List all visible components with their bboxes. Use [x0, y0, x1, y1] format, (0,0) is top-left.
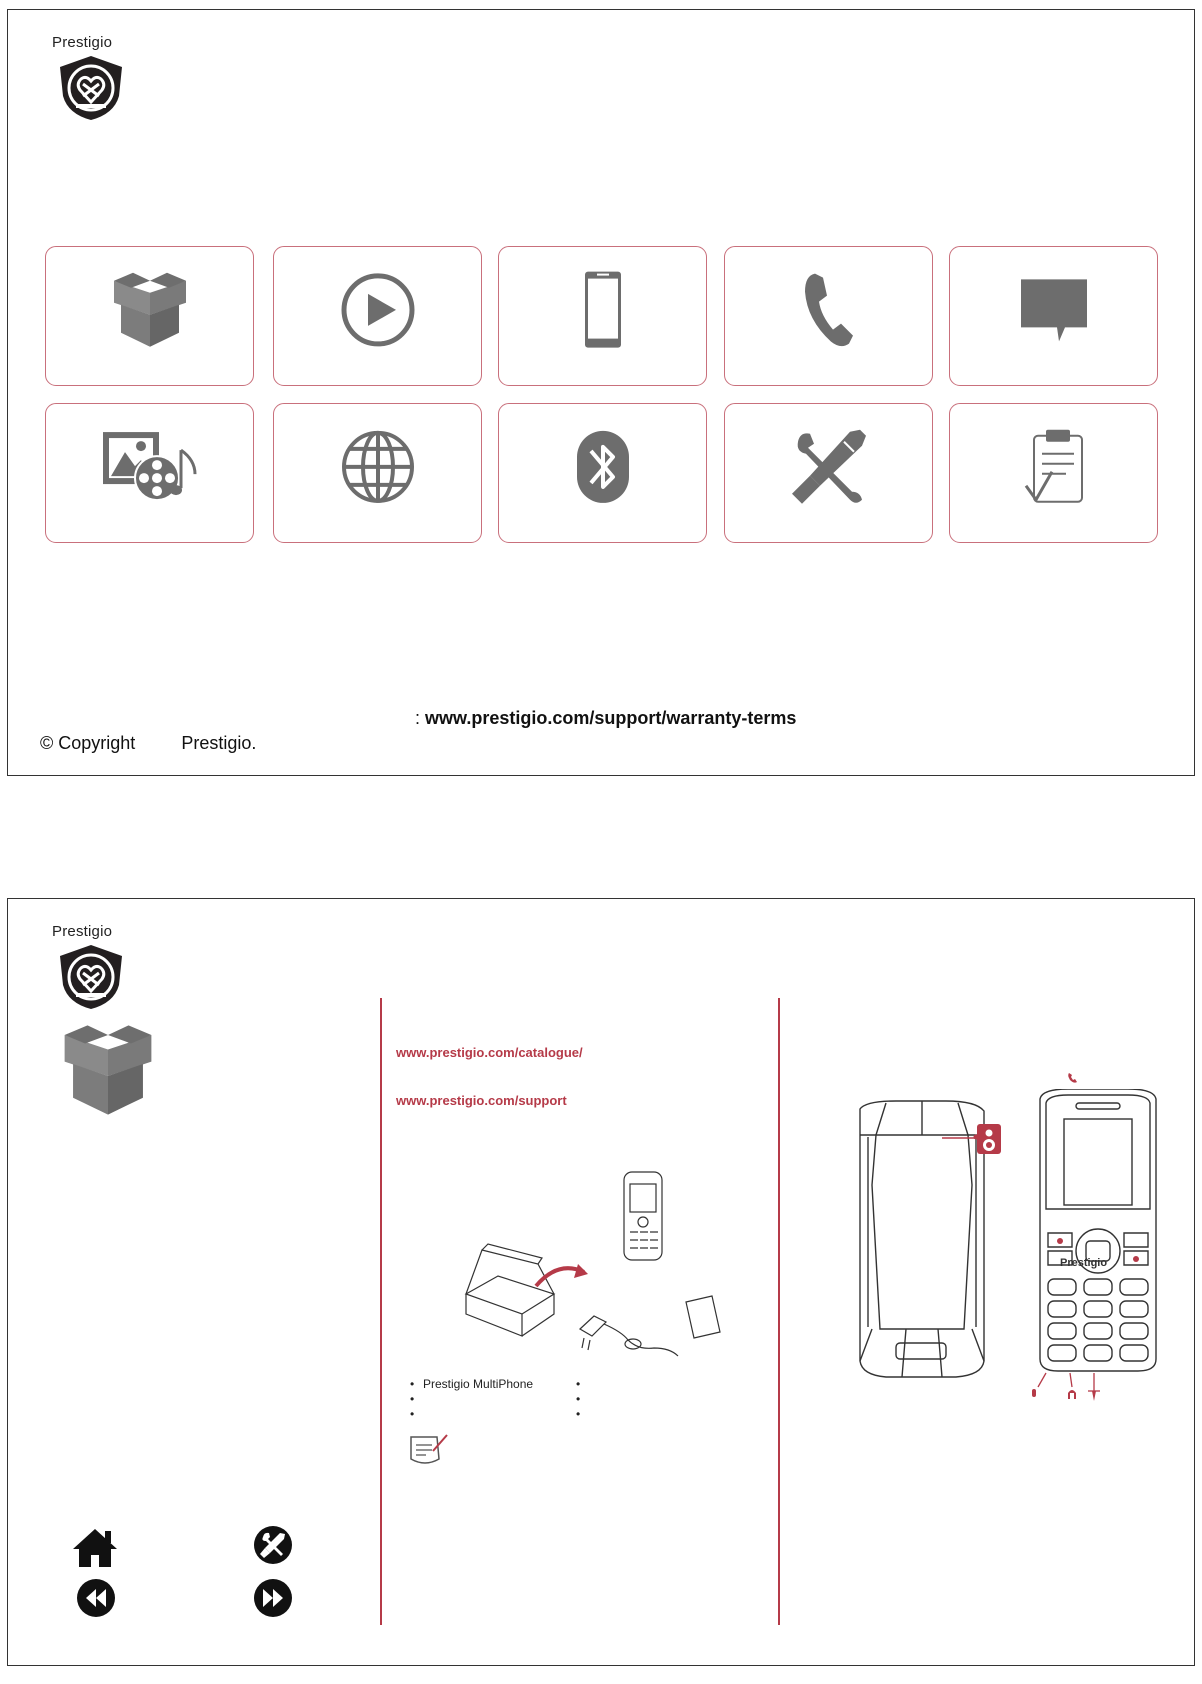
tile-phone-overview[interactable] [498, 246, 707, 386]
shield-logo-icon [56, 943, 126, 1011]
port-callouts [1024, 1371, 1104, 1411]
package-list-right [574, 1377, 589, 1422]
home-button[interactable] [71, 1527, 119, 1569]
tile-internet[interactable] [273, 403, 482, 543]
list-item [408, 1392, 533, 1407]
tile-calls[interactable] [724, 246, 933, 386]
warranty-prefix: : [415, 708, 426, 728]
copyright-company: Prestigio. [181, 733, 257, 753]
shield-logo-icon [56, 54, 126, 122]
package-contents-illustration [458, 1164, 728, 1384]
tools-icon [790, 428, 868, 506]
warranty-text [415, 708, 796, 729]
clipboard-check-icon [1022, 428, 1086, 506]
phone-front-illustration [1028, 1089, 1168, 1389]
list-item [574, 1392, 589, 1407]
list-item [574, 1407, 589, 1422]
tile-specifications[interactable] [949, 403, 1158, 543]
list-item: • Prestigio MultiPhone [408, 1377, 533, 1392]
settings-button[interactable] [253, 1525, 293, 1565]
getting-started-page [7, 898, 1195, 1666]
phone-handset-icon [801, 270, 857, 350]
brand-name: Prestigio [52, 923, 113, 940]
message-bubble-icon [1019, 275, 1089, 345]
multimedia-icon [101, 430, 199, 504]
tile-settings[interactable] [724, 403, 933, 543]
copyright-label: © Copyright [40, 733, 136, 753]
warranty-link[interactable]: www.prestigio.com/support/warranty-terms [425, 708, 797, 728]
list-item [408, 1407, 533, 1422]
box-icon [109, 271, 191, 349]
tile-getting-started[interactable] [45, 246, 254, 386]
column-divider-left [380, 998, 382, 1625]
tile-messages[interactable] [949, 246, 1158, 386]
box-icon [54, 1023, 162, 1117]
previous-button[interactable] [76, 1578, 116, 1618]
globe-icon [340, 429, 416, 505]
next-button[interactable] [253, 1578, 293, 1618]
brand-logo [52, 923, 142, 1016]
tile-basics[interactable] [273, 246, 482, 386]
package-list-left [408, 1377, 533, 1422]
note-icon [407, 1431, 451, 1469]
earpiece-icon [1066, 1071, 1080, 1085]
tile-bluetooth[interactable] [498, 403, 707, 543]
bluetooth-icon [575, 429, 631, 505]
phone-brand-label: Prestigio [1060, 1257, 1108, 1269]
brand-name: Prestigio [52, 34, 113, 51]
tile-multimedia[interactable] [45, 403, 254, 543]
support-link[interactable]: www.prestigio.com/support [396, 1093, 567, 1108]
cover-page [7, 9, 1195, 776]
copyright-text [40, 733, 256, 754]
brand-logo [52, 34, 142, 127]
play-icon [340, 272, 416, 348]
catalogue-link[interactable]: www.prestigio.com/catalogue/ [396, 1045, 583, 1060]
smartphone-icon [583, 270, 623, 350]
list-item [574, 1377, 589, 1392]
speaker-callout-line [942, 1135, 978, 1141]
column-divider-right [778, 998, 780, 1625]
speaker-icon [976, 1123, 1002, 1155]
